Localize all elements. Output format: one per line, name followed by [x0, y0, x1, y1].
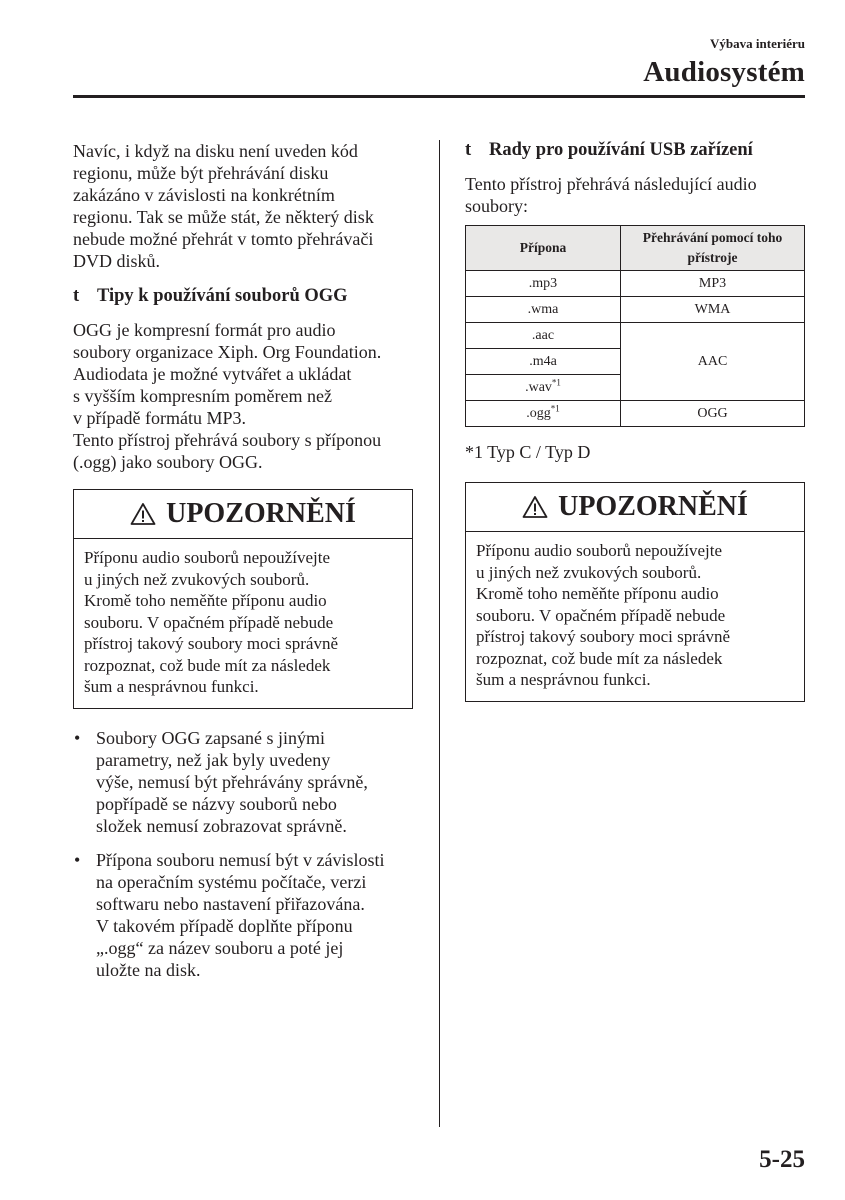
- table-row: [466, 271, 805, 297]
- text-line: regionu, může být přehrávání disku: [73, 163, 329, 183]
- text-line: Tento přístroj přehrává následující audio: [465, 174, 757, 194]
- cell-format: AAC: [621, 323, 805, 401]
- file-format-table: [465, 225, 805, 427]
- text-line: regionu. Tak se může stát, že některý disk: [73, 207, 374, 227]
- heading-text: Rady pro používání USB zařízení: [489, 140, 753, 160]
- warning-box: [465, 482, 805, 702]
- text-line: parametry, než jak byly uvedeny: [96, 749, 331, 770]
- extension-text: .aac: [531, 327, 555, 343]
- cell-extension: [466, 375, 621, 401]
- bullet-dot-icon: •: [74, 727, 81, 748]
- cell-extension: [466, 323, 621, 349]
- list-item: [73, 727, 413, 837]
- footnote-ref: *1: [551, 376, 561, 387]
- header-line: Přehrávání pomocí toho: [642, 230, 783, 245]
- warning-body: [74, 539, 412, 708]
- page-number: 5-25: [759, 1146, 805, 1173]
- text-line: Soubory OGG zapsané s jinými: [96, 727, 325, 748]
- text-line: Příponu audio souborů nepoužívejte: [84, 548, 330, 567]
- text-line: Kromě toho neměňte příponu audio: [84, 591, 327, 610]
- column-divider: [439, 140, 440, 1127]
- text-line: výše, nemusí být přehrávány správně,: [96, 771, 368, 792]
- extension-text: .wma: [527, 301, 559, 317]
- header-cell-playback: [621, 226, 805, 271]
- header-line: přístroje: [687, 250, 738, 265]
- warning-title: UPOZORNĚNÍ: [558, 491, 748, 522]
- cell-format: OGG: [621, 401, 805, 427]
- left-column: [73, 140, 413, 981]
- text-line: souboru. V opačném případě nebude: [476, 605, 726, 625]
- text-line: u jiných než zvukových souborů.: [84, 569, 310, 589]
- text-line: nebude možné přehrát v tomto přehrávači: [73, 229, 374, 249]
- bullet-dot-icon: •: [74, 849, 81, 870]
- text-line: Tento přístroj přehrává soubory s příponou: [73, 430, 382, 450]
- extension-text: .mp3: [528, 275, 558, 291]
- cell-extension: [466, 271, 621, 297]
- text-line: Příponu audio souborů nepoužívejte: [476, 541, 722, 560]
- text-line: V takovém případě doplňte příponu: [96, 915, 353, 936]
- usb-intro: [465, 173, 805, 217]
- heading-text: Tipy k používání souborů OGG: [97, 286, 348, 306]
- warning-triangle-icon: [522, 495, 548, 519]
- table-header-row: [466, 226, 805, 271]
- warning-body: [466, 532, 804, 701]
- table-row: [466, 323, 805, 349]
- cell-format: MP3: [621, 271, 805, 297]
- bullet-list: [73, 727, 413, 981]
- text-line: (.ogg) jako soubory OGG.: [73, 452, 263, 472]
- warning-triangle-icon: [130, 502, 156, 526]
- cell-extension: [466, 401, 621, 427]
- table-footnote: *1 Typ C / Typ D: [465, 442, 591, 462]
- text-line: DVD disků.: [73, 251, 161, 271]
- intro-paragraph: [73, 140, 413, 272]
- text-line: přístroj takový soubory moci správně: [476, 627, 731, 646]
- table-row: [466, 401, 805, 427]
- text-line: rozpoznat, což bude mít za následek: [476, 648, 723, 668]
- heading-marker-icon: t: [465, 140, 472, 160]
- heading-marker-icon: t: [73, 286, 80, 306]
- section-header: Výbava interiéru: [710, 36, 805, 51]
- warning-header: [466, 483, 804, 532]
- cell-format: WMA: [621, 297, 805, 323]
- extension-text: .ogg: [526, 405, 551, 421]
- text-line: „.ogg“ za název souboru a poté jej: [96, 937, 344, 958]
- text-line: šum a nesprávnou funkci.: [84, 677, 259, 696]
- warning-header: [74, 490, 412, 539]
- cell-extension: [466, 349, 621, 375]
- text-line: popřípadě se názvy souborů nebo: [96, 793, 337, 814]
- right-column: [465, 140, 805, 702]
- text-line: OGG je kompresní formát pro audio: [73, 320, 336, 340]
- warning-title: UPOZORNĚNÍ: [166, 498, 356, 529]
- text-line: s vyšším kompresním poměrem než: [73, 386, 332, 406]
- text-line: na operačním systému počítače, verzi: [96, 871, 367, 892]
- text-line: Audiodata je možné vytvářet a ukládat: [73, 364, 352, 384]
- extension-text: .m4a: [529, 353, 557, 369]
- header-cell-extension: Přípona: [466, 226, 621, 271]
- extension-text: .wav: [525, 379, 552, 395]
- text-line: uložte na disk.: [96, 959, 201, 980]
- text-line: soubory organizace Xiph. Org Foundation.: [73, 342, 382, 362]
- text-line: v případě formátu MP3.: [73, 408, 246, 428]
- usb-tips-heading: [465, 140, 805, 161]
- text-line: rozpoznat, což bude mít za následek: [84, 655, 331, 675]
- text-line: souboru. V opačném případě nebude: [84, 612, 334, 632]
- text-line: složek nemusí zobrazovat správně.: [96, 815, 347, 836]
- text-line: šum a nesprávnou funkci.: [476, 670, 651, 689]
- table-row: [466, 297, 805, 323]
- page-title: Audiosystém: [643, 56, 805, 88]
- cell-extension: [466, 297, 621, 323]
- text-line: soubory:: [465, 196, 528, 216]
- header-rule: [73, 95, 805, 98]
- text-line: Přípona souboru nemusí být v závislosti: [96, 849, 385, 870]
- ogg-tips-heading: [73, 286, 413, 307]
- text-line: softwaru nebo nastavení přiřazována.: [96, 893, 365, 914]
- text-line: zakázáno v závislosti na konkrétním: [73, 185, 335, 205]
- text-line: Navíc, i když na disku není uveden kód: [73, 141, 358, 161]
- text-line: Kromě toho neměňte příponu audio: [476, 584, 719, 603]
- footnote-ref: *1: [550, 402, 560, 413]
- text-line: u jiných než zvukových souborů.: [476, 562, 702, 582]
- ogg-paragraph: [73, 319, 413, 473]
- warning-box: [73, 489, 413, 709]
- text-line: přístroj takový soubory moci správně: [84, 634, 339, 653]
- list-item: [73, 849, 413, 981]
